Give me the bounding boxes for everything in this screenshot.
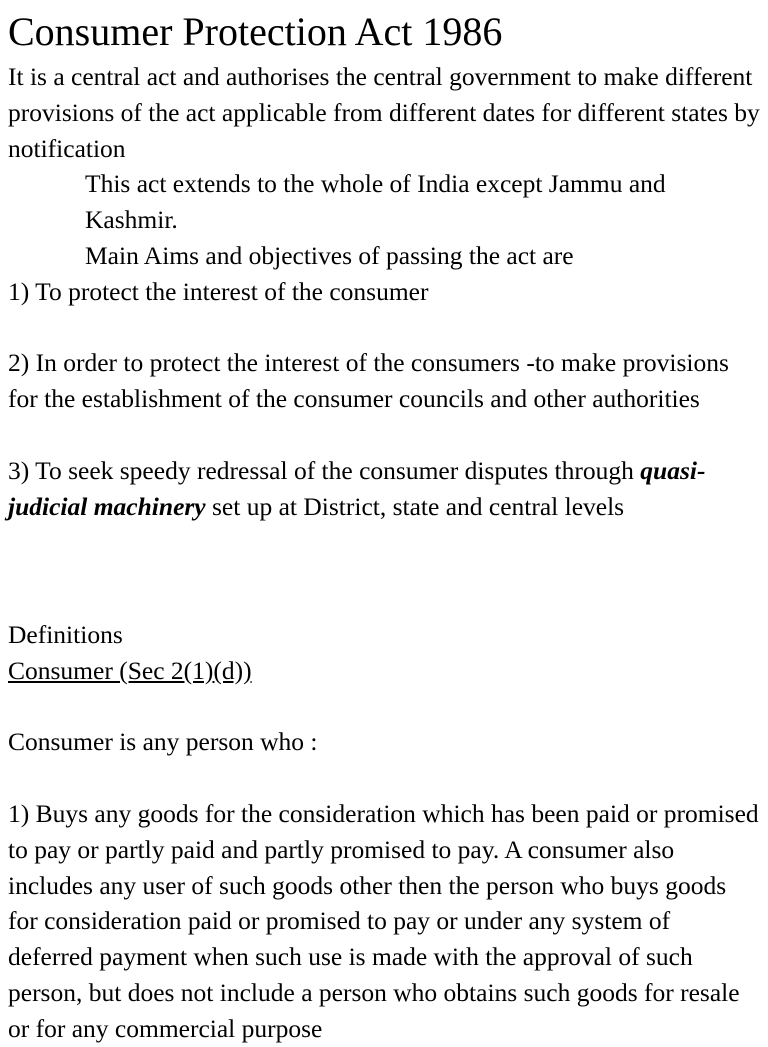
aim-item-2: 2) In order to protect the interest of the consumers -to make provisions for the establishment of the consumer councils and other authorities [8, 348, 729, 414]
spacer [8, 417, 760, 453]
spacer [8, 760, 760, 796]
extent-paragraph: This act extends to the whole of India except Jammu and Kashmir. [85, 169, 666, 235]
consumer-point-1: 1) Buys any goods for the consideration which has been paid or promised to pay or partly paid and partly promised to pay. A consumer also includes any user of such goods other then the person who buys goods for consideration paid or promised to pay or under any system of deferred payment when such use is made with the approval of such person, but does not include a person who obtains such goods for resale or for any commercial purpose [8, 798, 759, 1043]
page-title: Consumer Protection Act 1986 [8, 9, 503, 54]
aim-item-1: 1) To protect the interest of the consumer [8, 276, 429, 306]
consumer-intro: Consumer is any person who : [8, 727, 318, 757]
slide-body [8, 59, 760, 524]
spacer [8, 689, 760, 725]
aim-item-3-tail: set up at District, state and central levels [205, 491, 625, 521]
consumer-section-heading: Consumer (Sec 2(1)(d)) [8, 655, 252, 685]
aims-heading: Main Aims and objectives of passing the act are [85, 240, 574, 270]
spacer [8, 310, 760, 346]
slide-body [8, 617, 760, 1047]
aim-item-3 [8, 453, 760, 525]
definitions-heading: Definitions [8, 620, 123, 649]
slide-definitions [0, 576, 768, 1043]
intro-paragraph: It is a central act and authorises the central government to make different provisions of the act applicable from different dates for different states by notification [8, 62, 760, 163]
aim-item-3-emphasis: quasi-judicial machinery [8, 455, 706, 521]
aim-item-3-lead: 3) To seek speedy redressal of the consumer disputes through [8, 455, 634, 485]
